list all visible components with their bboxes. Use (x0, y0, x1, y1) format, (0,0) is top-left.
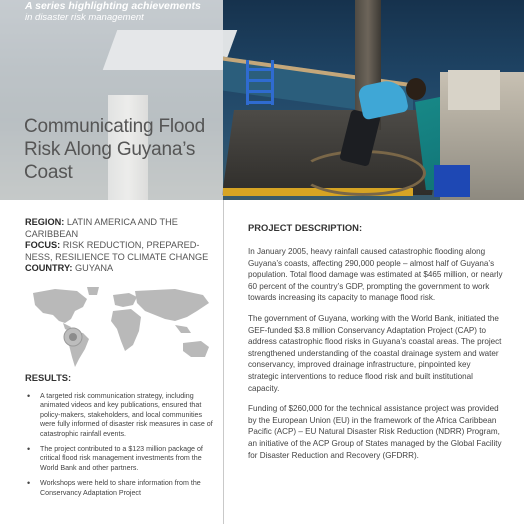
photo-blue-crate (434, 165, 470, 197)
region-value: LATIN AMERICA AND THE CARIBBEAN (25, 217, 178, 239)
list-item: • The project contributed to a $123 million package of critical flood risk management investments from the World Bank and other partners. (25, 445, 215, 473)
focus-label: FOCUS: (25, 240, 61, 251)
title-line: Coast (24, 162, 73, 183)
project-meta (25, 217, 215, 275)
series-tagline (25, 0, 201, 24)
description-paragraph: Funding of $260,000 for the technical assistance project was provided by the European Union (EU) in the framework of the Africa Caribbean Pacific (ACP) – EU Natural Disaster Risk Reduction (NDRR) Program, an initiative of the ACP Group of States managed by the Global Facility for Disaster Reduction and Recovery (GFDRR). (248, 404, 502, 460)
photo-pier-block (448, 70, 500, 110)
map-location-marker (64, 328, 82, 346)
country-label: COUNTRY: (25, 263, 73, 274)
series-line-1: A series highlighting achievements (25, 0, 201, 12)
marker-dot (69, 333, 77, 341)
results-list (25, 392, 215, 504)
map-europe (113, 293, 137, 307)
focus-value: RISK REDUCTION, PREPARED-NESS, RESILIENCE TO CLIMATE CHANGE (25, 240, 209, 262)
region-row (25, 217, 215, 240)
photo-worker-head (406, 78, 426, 100)
project-description (248, 222, 503, 470)
map-north-america (33, 289, 87, 323)
region-label: REGION: (25, 217, 65, 227)
country-value: GUYANA (75, 263, 114, 274)
column-divider (223, 200, 224, 524)
focus-row (25, 240, 215, 263)
description-paragraph: The government of Guyana, working with the World Bank, initiated the GEF-funded $3.8 million Conservancy Adaptation Project (CAP) to address catastrophic flood risks in Guyana’s coastal areas. The project strengthened understanding of the coastal drainage system and water conservancy, improved drainage infrastructure, pinpointed key strategic interventions to reduce flood risk and built institutional capacity. (248, 313, 502, 393)
map-southeast-asia (175, 325, 191, 333)
hero-photo (0, 0, 524, 200)
world-map-land (33, 287, 209, 367)
list-item: • Workshops were held to share information from the Conservancy Adaptation Project (25, 479, 215, 498)
photo-ladder (246, 60, 274, 105)
country-row (25, 263, 215, 275)
world-map (25, 285, 220, 370)
description-paragraph: In January 2005, heavy rainfall caused catastrophic flooding along Guyana’s coasts, affecting 290,000 people – almost half of Guyana’s population. Total flood damage was estimated at $465 million, or nearly 60 percent of the country’s GDP, prompting the government to work towards increasing its capacity to manage flood risk. (248, 247, 503, 303)
map-greenland (87, 287, 99, 295)
document-title (24, 115, 219, 184)
map-australia (183, 341, 209, 357)
results-heading: RESULTS: (25, 372, 72, 383)
title-line: Communicating Flood (24, 116, 206, 137)
list-item: • A targeted risk communication strategy, including animated videos and key publications, ensured that policy-makers, stakeholders, and local communities were fully informed of disaster risk measures in case of catastrophic rainfall events. (25, 392, 215, 439)
map-africa (111, 309, 141, 351)
description-heading: PROJECT DESCRIPTION: (248, 222, 363, 233)
series-line-2: in disaster risk management (25, 12, 144, 23)
map-asia (135, 289, 209, 321)
title-line: Risk Along Guyana’s (24, 139, 196, 160)
